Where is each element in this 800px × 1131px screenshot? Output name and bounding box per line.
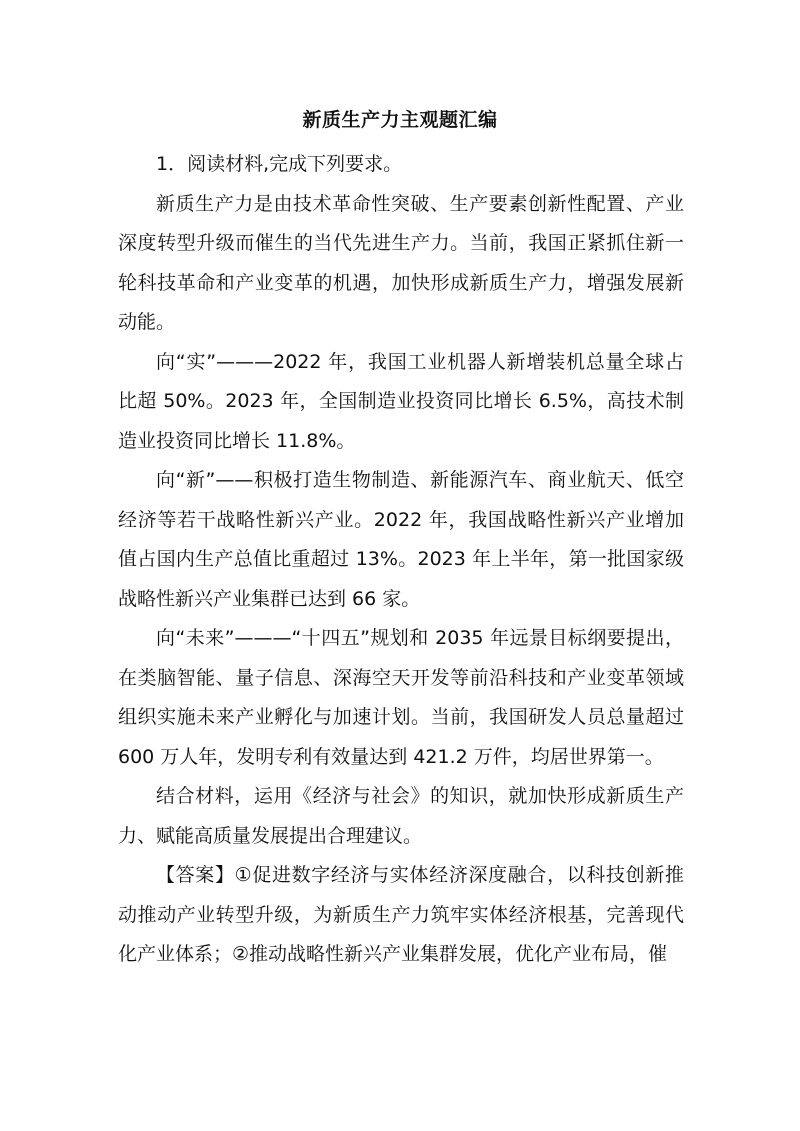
question-heading: 1．阅读材料,完成下列要求。 (156, 153, 403, 175)
question-prompt: 结合材料，运用《经济与社会》的知识，就加快形成新质生产力、赋能高质量发展提出合理建议。 (118, 785, 684, 847)
document-title: 新质生产力主观题汇编 (302, 109, 498, 131)
document-body (118, 145, 684, 975)
material-paragraph-intro: 新质生产力是由技术革命性突破、生产要素创新性配置、产业深度转型升级而催生的当代先进生产力。当前，我国正紧抓住新一轮科技革命和产业变革的机遇，加快形成新质生产力，增强发展新动能。 (118, 192, 684, 333)
material-paragraph-weilai: 向“未来”———“十四五”规划和 2035 年远景目标纲要提出，在类脑智能、量子信息、深海空天开发等前沿科技和产业变革领域组织实施未来产业孵化与加速计划。当前，我国研发人员总量超过 600 万人年，发明专利有效量达到 421.2 万件，均居世界第一。 (118, 627, 684, 768)
material-paragraph-xin: 向“新”——积极打造生物制造、新能源汽车、商业航天、低空经济等若干战略性新兴产业。2022 年，我国战略性新兴产业增加值占国内生产总值比重超过 13%。2023 年上半年，第一批国家级战略性新兴产业集群已达到 66 家。 (118, 469, 684, 610)
answer-paragraph: 【答案】①促进数字经济与实体经济深度融合，以科技创新推动推动产业转型升级，为新质生产力筑牢实体经济根基，完善现代化产业体系；②推动战略性新兴产业集群发展，优化产业布局，催 (118, 864, 684, 965)
material-paragraph-shi: 向“实”———2022 年，我国工业机器人新增装机总量全球占比超 50%。2023 年，全国制造业投资同比增长 6.5%，高技术制造业投资同比增长 11.8%。 (118, 350, 684, 452)
